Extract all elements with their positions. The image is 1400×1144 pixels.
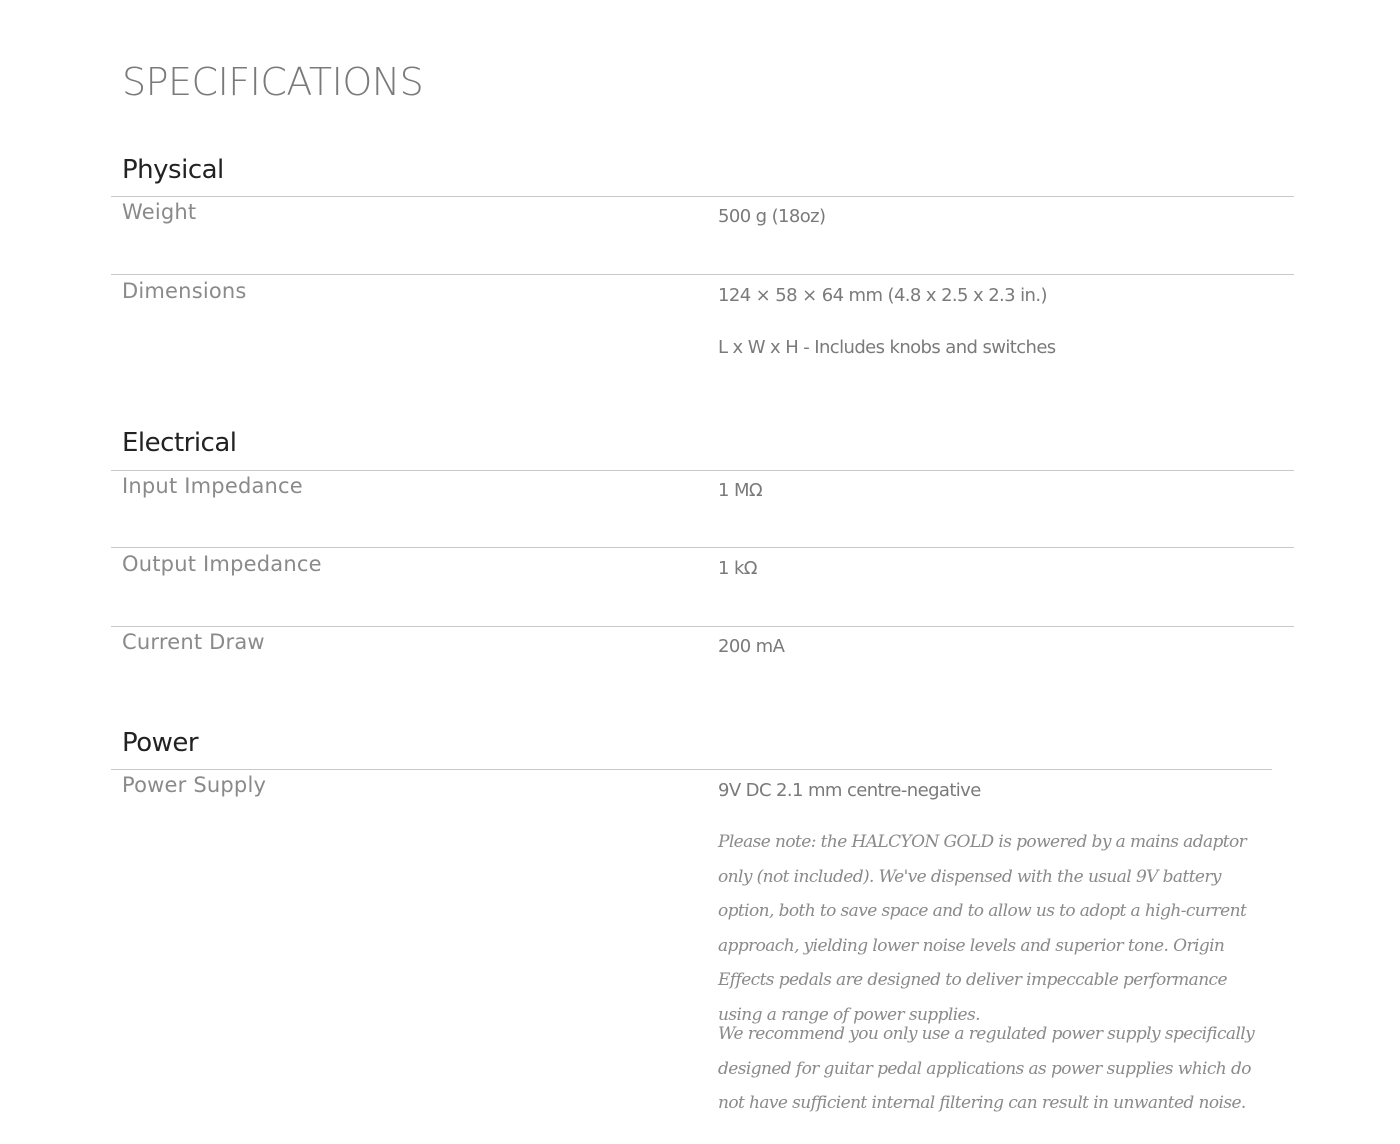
spec-note-dimensions: L x W x H - Includes knobs and switches — [718, 337, 1056, 358]
section-divider — [111, 196, 1294, 197]
spec-value-dimensions: 124 × 58 × 64 mm (4.8 x 2.5 x 2.3 in.) — [718, 285, 1047, 306]
power-note-paragraph: Please note: the HALCYON GOLD is powered by a mains adaptor only (not included). We've dispensed with the usual 9V battery option, both to save space and to allow us to adopt a high-current approach, yielding lower noise levels and superior tone. Origin Effects pedals are designed to deliver impeccable performance using a range of power supplies. — [718, 832, 1247, 1025]
section-title-electrical: Electrical — [122, 428, 237, 458]
spec-label-output-impedance: Output Impedance — [122, 552, 322, 576]
spec-label-input-impedance: Input Impedance — [122, 474, 303, 498]
row-divider — [111, 274, 1294, 275]
spec-label-current-draw: Current Draw — [122, 630, 265, 654]
spec-value-power-supply: 9V DC 2.1 mm centre-negative — [718, 780, 981, 801]
spec-value-weight: 500 g (18oz) — [718, 206, 826, 227]
spec-label-weight: Weight — [122, 200, 197, 224]
spec-value-current-draw: 200 mA — [718, 636, 785, 657]
spec-value-output-impedance: 1 kΩ — [718, 558, 757, 579]
section-title-physical: Physical — [122, 155, 224, 185]
power-recommendation-paragraph: We recommend you only use a regulated power supply specifically designed for guitar pedal applications as power supplies which do not have sufficient internal filtering can result in unwanted noise. — [718, 1024, 1255, 1114]
spec-value-input-impedance: 1 MΩ — [718, 480, 763, 501]
page-title: SPECIFICATIONS — [122, 60, 424, 104]
section-divider — [111, 470, 1294, 471]
row-divider — [111, 626, 1294, 627]
spec-label-power-supply: Power Supply — [122, 773, 267, 797]
spec-label-dimensions: Dimensions — [122, 279, 247, 303]
section-title-power: Power — [122, 728, 199, 758]
section-divider — [111, 769, 1272, 770]
row-divider — [111, 547, 1294, 548]
